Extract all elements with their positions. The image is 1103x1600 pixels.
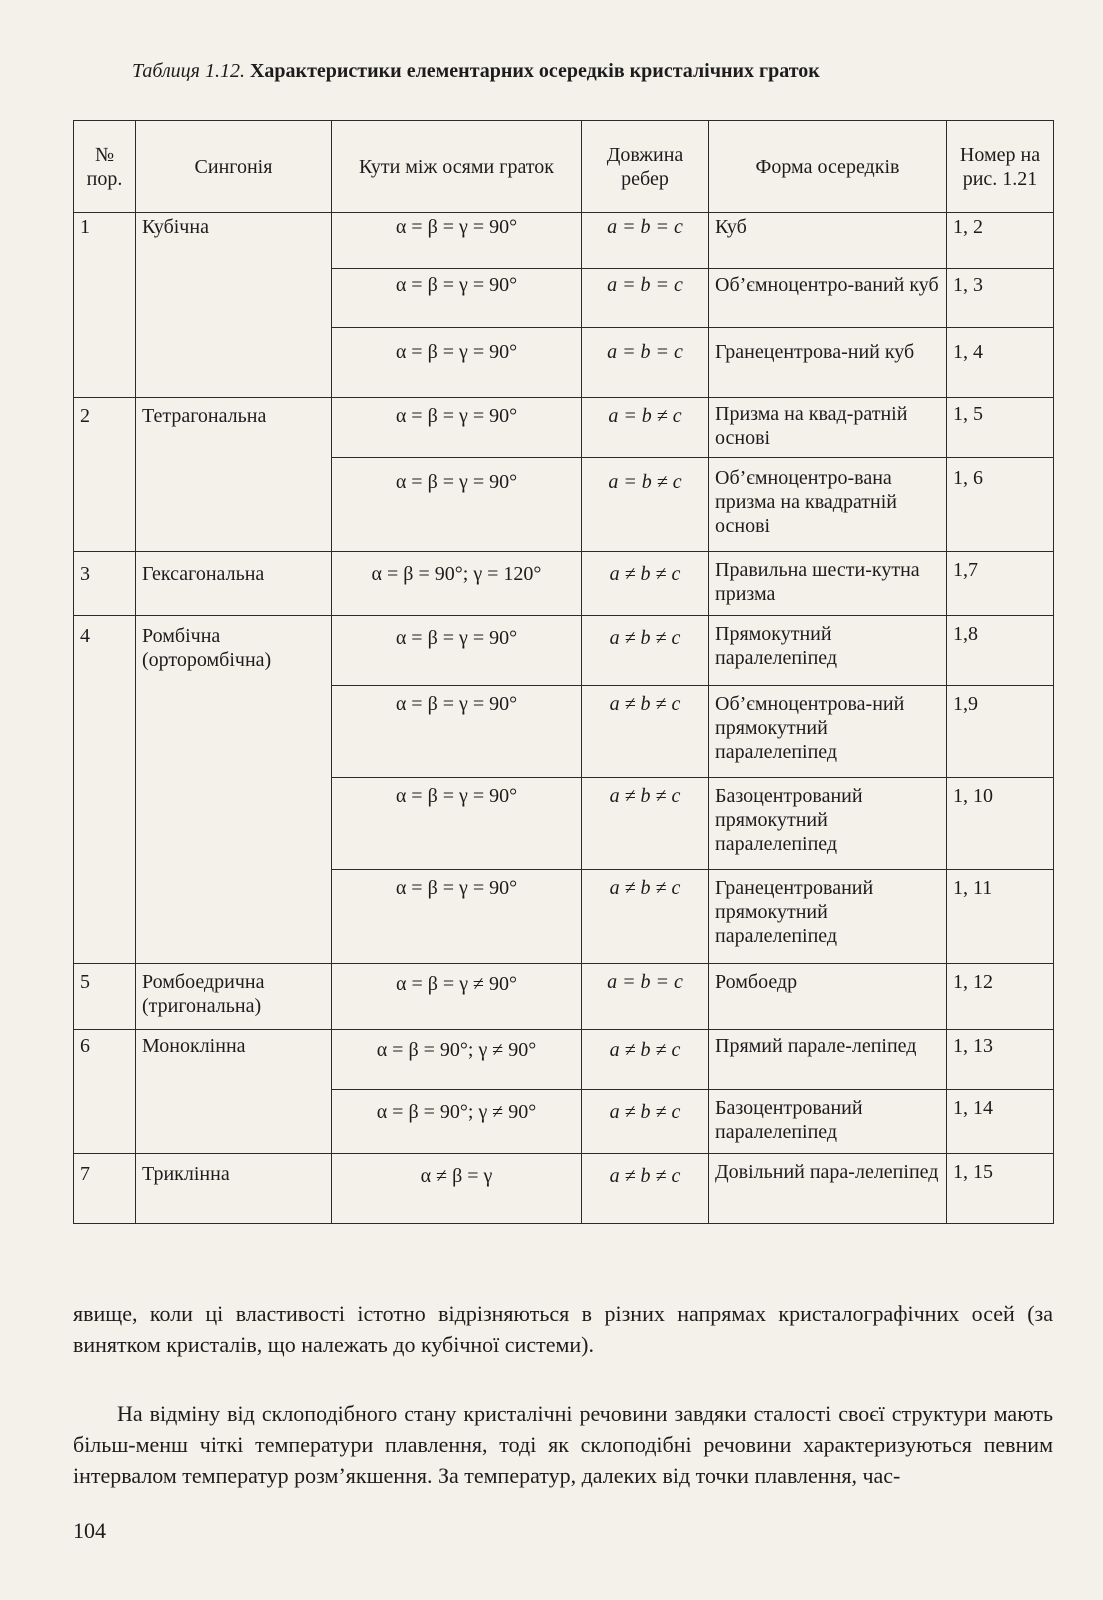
row-edges: a = b = c	[582, 269, 709, 328]
row-figure: 1,8	[947, 616, 1054, 686]
crystal-cells-table	[73, 120, 1054, 1224]
row-syngony: Кубічна	[136, 213, 332, 398]
row-angles: α = β = 90°; γ = 120°	[332, 552, 582, 616]
row-angles: α = β = γ ≠ 90°	[332, 964, 582, 1030]
row-number: 6	[74, 1030, 136, 1154]
caption-title: Характеристики елементарних осередків кристалічних граток	[249, 60, 820, 82]
row-angles: α = β = γ = 90°	[332, 686, 582, 778]
table-row	[74, 398, 1054, 458]
row-angles: α = β = 90°; γ ≠ 90°	[332, 1090, 582, 1154]
row-figure: 1, 11	[947, 870, 1054, 964]
row-form: Ромбоедр	[709, 964, 947, 1030]
row-syngony: Ромбічна (орторомбічна)	[136, 616, 332, 964]
table-row	[74, 616, 1054, 686]
row-number: 1	[74, 213, 136, 398]
header-edges: Довжина ребер	[582, 121, 709, 213]
row-number: 4	[74, 616, 136, 964]
table-row	[74, 213, 1054, 269]
row-edges: a = b ≠ c	[582, 398, 709, 458]
row-number: 7	[74, 1154, 136, 1224]
row-form: Довільний пара-лелепіпед	[709, 1154, 947, 1224]
row-figure: 1, 6	[947, 458, 1054, 552]
header-angles: Кути між осями граток	[332, 121, 582, 213]
row-form: Правильна шести-кутна призма	[709, 552, 947, 616]
row-figure: 1, 3	[947, 269, 1054, 328]
table-row	[74, 1154, 1054, 1224]
header-syngony: Сингонія	[136, 121, 332, 213]
row-edges: a ≠ b ≠ c	[582, 870, 709, 964]
table-row	[74, 552, 1054, 616]
row-figure: 1, 12	[947, 964, 1054, 1030]
row-syngony: Тетрагональна	[136, 398, 332, 552]
row-angles: α = β = γ = 90°	[332, 616, 582, 686]
row-edges: a = b = c	[582, 213, 709, 269]
row-edges: a = b ≠ c	[582, 458, 709, 552]
row-number: 3	[74, 552, 136, 616]
header-form: Форма осередків	[709, 121, 947, 213]
row-figure: 1, 4	[947, 328, 1054, 398]
row-edges: a ≠ b ≠ c	[582, 778, 709, 870]
row-edges: a = b = c	[582, 328, 709, 398]
row-syngony: Гексагональна	[136, 552, 332, 616]
row-angles: α = β = γ = 90°	[332, 870, 582, 964]
row-figure: 1, 5	[947, 398, 1054, 458]
row-form: Призма на квад-ратній основі	[709, 398, 947, 458]
table-row	[74, 964, 1054, 1030]
page-number: 104	[73, 1518, 106, 1543]
row-form: Об’ємноцентро-вана призма на квадратній основі	[709, 458, 947, 552]
row-angles: α = β = γ = 90°	[332, 398, 582, 458]
row-edges: a ≠ b ≠ c	[582, 552, 709, 616]
row-edges: a ≠ b ≠ c	[582, 1154, 709, 1224]
row-figure: 1,7	[947, 552, 1054, 616]
row-figure: 1,9	[947, 686, 1054, 778]
row-angles: α = β = γ = 90°	[332, 269, 582, 328]
row-edges: a ≠ b ≠ c	[582, 686, 709, 778]
header-figure: Номер на рис. 1.21	[947, 121, 1054, 213]
row-figure: 1, 10	[947, 778, 1054, 870]
caption-label: Таблиця 1.12.	[132, 60, 245, 82]
row-edges: a ≠ b ≠ c	[582, 1030, 709, 1090]
row-edges: a ≠ b ≠ c	[582, 1090, 709, 1154]
row-edges: a ≠ b ≠ c	[582, 616, 709, 686]
row-figure: 1, 2	[947, 213, 1054, 269]
row-form: Прямокутний паралелепіпед	[709, 616, 947, 686]
row-angles: α = β = 90°; γ ≠ 90°	[332, 1030, 582, 1090]
row-syngony: Ромбоедрична (тригональна)	[136, 964, 332, 1030]
table-caption	[132, 58, 1032, 84]
row-number: 2	[74, 398, 136, 552]
row-syngony: Триклінна	[136, 1154, 332, 1224]
row-number: 5	[74, 964, 136, 1030]
row-angles: α = β = γ = 90°	[332, 328, 582, 398]
row-angles: α = β = γ = 90°	[332, 213, 582, 269]
body-paragraph-1: явище, коли ці властивості істотно відрізняються в різних напрямах кристалографічних осей (за винятком кристалів, що належать до кубічної системи).	[73, 1301, 1053, 1357]
row-angles: α = β = γ = 90°	[332, 458, 582, 552]
row-syngony: Моноклінна	[136, 1030, 332, 1154]
row-edges: a = b = c	[582, 964, 709, 1030]
row-form: Базоцентрований прямокутний паралелепіпед	[709, 778, 947, 870]
row-form: Базоцентрований паралелепіпед	[709, 1090, 947, 1154]
row-figure: 1, 13	[947, 1030, 1054, 1090]
row-form: Об’ємноцентро-ваний куб	[709, 269, 947, 328]
row-angles: α ≠ β = γ	[332, 1154, 582, 1224]
table-header-row	[74, 121, 1054, 213]
header-no: № пор.	[74, 121, 136, 213]
row-form: Гранецентрова-ний куб	[709, 328, 947, 398]
row-form: Куб	[709, 213, 947, 269]
row-form: Гранецентрований прямокутний паралелепіпед	[709, 870, 947, 964]
row-figure: 1, 14	[947, 1090, 1054, 1154]
row-form: Прямий парале-лепіпед	[709, 1030, 947, 1090]
table-row	[74, 1030, 1054, 1090]
row-angles: α = β = γ = 90°	[332, 778, 582, 870]
row-figure: 1, 15	[947, 1154, 1054, 1224]
row-form: Об’ємноцентрова-ний прямокутний паралелепіпед	[709, 686, 947, 778]
body-paragraph-2: На відміну від склоподібного стану кристалічні речовини завдяки сталості своєї структури мають більш-менш чіткі температури плавлення, тоді як склоподібні речовини характеризуються певним інтервалом температур розм’якшення. За температур, далеких від точки плавлення, час-	[73, 1401, 1053, 1488]
